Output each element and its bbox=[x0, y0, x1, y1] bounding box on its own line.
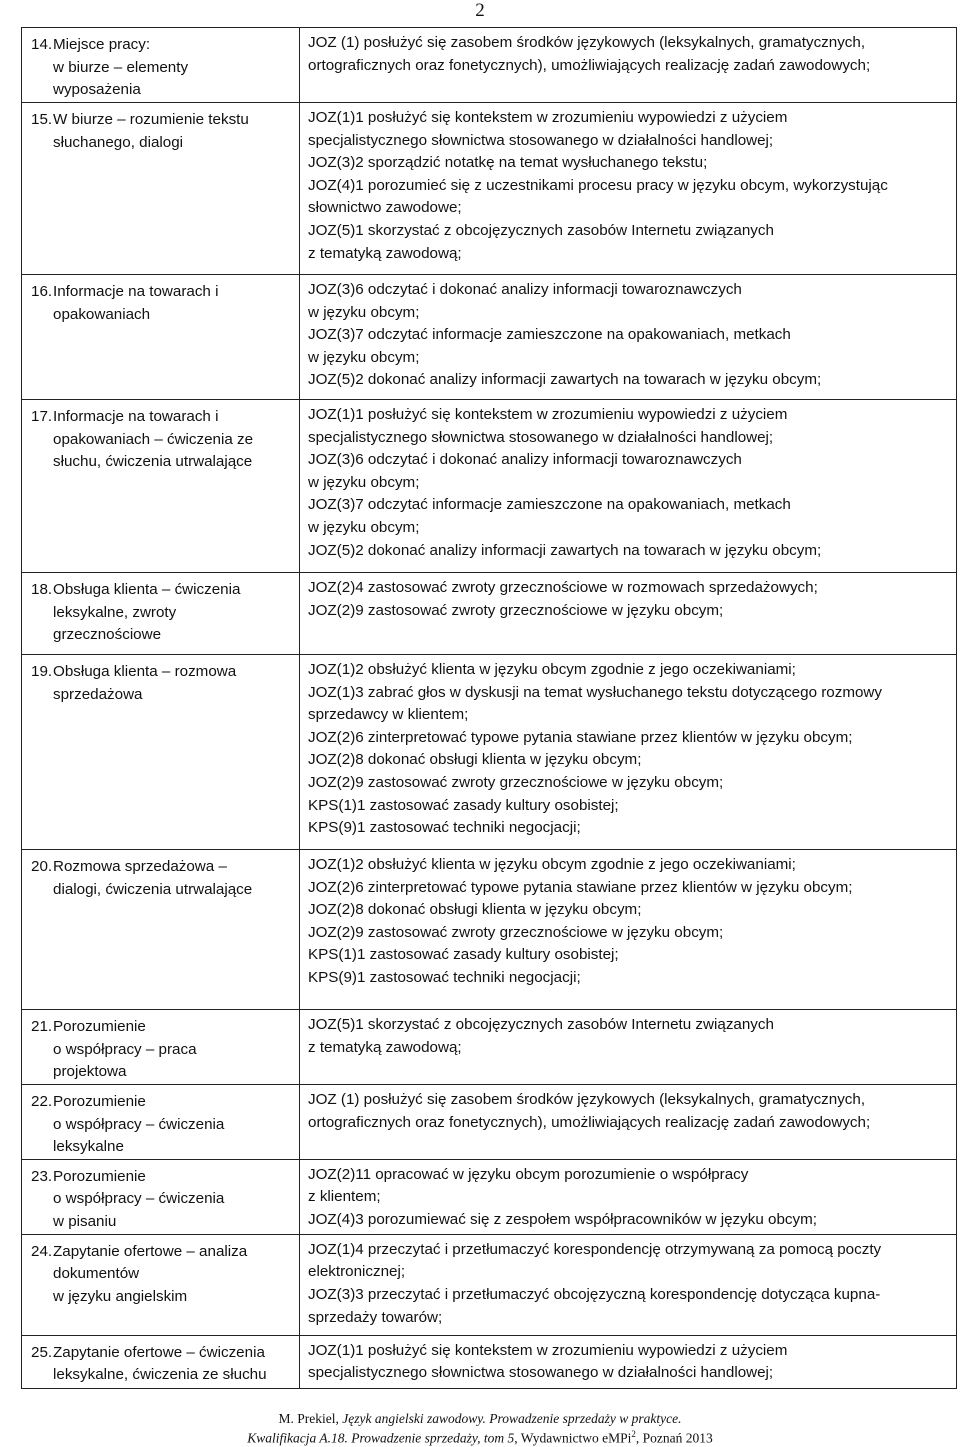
topic-title bbox=[53, 1166, 289, 1234]
learning-outcome-line: w języku obcym; bbox=[308, 348, 420, 366]
topic-title-line: Porozumienie bbox=[53, 1093, 146, 1110]
topic-cell bbox=[22, 1234, 300, 1335]
learning-outcome-line: JOZ(1)1 posłużyć się kontekstem w zrozumieniu wypowiedzi z użyciem bbox=[308, 406, 788, 423]
footer-qualification: Kwalifikacja A.18. Prowadzenie sprzedaży, tom 5 bbox=[247, 1430, 515, 1446]
topic-cell bbox=[22, 103, 300, 275]
table-row bbox=[22, 1335, 957, 1388]
topic-title-line: sprzedażowa bbox=[53, 685, 143, 703]
curriculum-table bbox=[21, 27, 957, 1389]
topic-title-line: W biurze – rozumienie tekstu bbox=[53, 111, 249, 128]
footer-citation-line-1 bbox=[0, 1411, 960, 1427]
learning-outcomes-cell bbox=[300, 1010, 957, 1085]
topic-title-line: leksykalne bbox=[53, 1138, 124, 1156]
learning-outcome-line: JOZ(3)6 odczytać i dokonać analizy informacji towaroznawczych bbox=[308, 281, 742, 298]
learning-outcome-line: z tematyką zawodową; bbox=[308, 1038, 462, 1056]
learning-outcome-line: ortograficznych oraz fonetycznych), umożliwiających realizację zadań zawodowych; bbox=[308, 1113, 871, 1131]
table-row bbox=[22, 655, 957, 850]
table-row bbox=[22, 850, 957, 1010]
topic-title-line: grzecznościowe bbox=[53, 626, 162, 644]
topic-cell bbox=[22, 850, 300, 1010]
learning-outcomes-cell bbox=[300, 655, 957, 850]
topic-title bbox=[53, 856, 289, 901]
topic-title-line: leksykalne, ćwiczenia ze słuchu bbox=[53, 1366, 267, 1384]
topic-title-line: Informacje na towarach i bbox=[53, 283, 219, 300]
topic-title-line: Miejsce pracy: bbox=[53, 36, 151, 53]
learning-outcomes-cell bbox=[300, 275, 957, 400]
learning-outcome-line: JOZ(2)9 zastosować zwroty grzecznościowe w języku obcym; bbox=[308, 601, 724, 619]
learning-outcome-line: w języku obcym; bbox=[308, 303, 420, 321]
learning-outcomes-cell bbox=[300, 28, 957, 103]
topic-title-line: leksykalne, zwroty bbox=[53, 603, 177, 621]
learning-outcome-line: JOZ(3)2 sporządzić notatkę na temat wysłuchanego tekstu; bbox=[308, 154, 708, 172]
topic-cell bbox=[22, 655, 300, 850]
topic-title bbox=[53, 109, 289, 154]
topic-title-line: Obsługa klienta – rozmowa bbox=[53, 663, 237, 680]
learning-outcome-line: JOZ(2)9 zastosować zwroty grzecznościowe w języku obcym; bbox=[308, 923, 724, 941]
topic-cell bbox=[22, 1010, 300, 1085]
learning-outcome-line: JOZ(5)1 skorzystać z obcojęzycznych zasobów Internetu związanych bbox=[308, 1016, 774, 1033]
topic-title bbox=[53, 1016, 289, 1084]
topic-number: 21. bbox=[31, 1018, 53, 1035]
table-row bbox=[22, 1159, 957, 1234]
topic-number: 19. bbox=[31, 663, 53, 680]
learning-outcome-line: JOZ(5)2 dokonać analizy informacji zawartych na towarach w języku obcym; bbox=[308, 371, 822, 389]
topic-number: 25. bbox=[31, 1343, 53, 1361]
topic-title-line: Porozumienie bbox=[53, 1018, 146, 1035]
footer-publisher-sup: 2 bbox=[631, 1429, 636, 1439]
table-row bbox=[22, 400, 957, 573]
learning-outcome-line: JOZ(2)8 dokonać obsługi klienta w języku obcym; bbox=[308, 751, 642, 769]
learning-outcome-line: JOZ(2)9 zastosować zwroty grzecznościowe w języku obcym; bbox=[308, 773, 724, 791]
topic-number: 17. bbox=[31, 408, 53, 425]
table-row bbox=[22, 1010, 957, 1085]
learning-outcome-line: JOZ(2)6 zinterpretować typowe pytania stawiane przez klientów w języku obcym; bbox=[308, 878, 853, 896]
footer-author: M. Prekiel, bbox=[278, 1411, 343, 1426]
topic-title-line: Zapytanie ofertowe – ćwiczenia bbox=[53, 1343, 265, 1361]
learning-outcomes-cell bbox=[300, 573, 957, 655]
learning-outcome-line: KPS(9)1 zastosować techniki negocjacji; bbox=[308, 968, 581, 986]
topic-number: 14. bbox=[31, 36, 53, 53]
learning-outcomes-cell bbox=[300, 1085, 957, 1160]
topic-cell bbox=[22, 1085, 300, 1160]
topic-title bbox=[53, 281, 289, 326]
topic-title-line: Obsługa klienta – ćwiczenia bbox=[53, 581, 241, 598]
learning-outcomes-cell bbox=[300, 1234, 957, 1335]
topic-cell bbox=[22, 275, 300, 400]
topic-title-line: Zapytanie ofertowe – analiza bbox=[53, 1242, 248, 1260]
learning-outcome-line: JOZ(1)2 obsłużyć klienta w języku obcym zgodnie z jego oczekiwaniami; bbox=[308, 661, 796, 678]
topic-title-line: słuchanego, dialogi bbox=[53, 133, 184, 151]
footer-book-title: Język angielski zawodowy. Prowadzenie sprzedaży w praktyce. bbox=[342, 1411, 682, 1426]
topic-title-line: dokumentów bbox=[53, 1265, 140, 1283]
learning-outcome-line: KPS(1)1 zastosować zasady kultury osobistej; bbox=[308, 796, 619, 814]
topic-title-line: opakowaniach – ćwiczenia ze bbox=[53, 430, 254, 448]
learning-outcome-line: JOZ(1)4 przeczytać i przetłumaczyć korespondencję otrzymywaną za pomocą poczty bbox=[308, 1240, 882, 1258]
learning-outcome-line: KPS(1)1 zastosować zasady kultury osobistej; bbox=[308, 946, 619, 964]
learning-outcome-line: elektronicznej; bbox=[308, 1263, 406, 1281]
table-row bbox=[22, 1234, 957, 1335]
topic-number: 20. bbox=[31, 858, 53, 875]
learning-outcome-line: ortograficznych oraz fonetycznych), umożliwiających realizację zadań zawodowych; bbox=[308, 56, 871, 74]
topic-number: 23. bbox=[31, 1167, 53, 1185]
learning-outcomes-cell bbox=[300, 400, 957, 573]
learning-outcome-line: JOZ(3)3 przeczytać i przetłumaczyć obcojęzyczną korespondencję dotycząca kupna- bbox=[308, 1285, 881, 1303]
learning-outcome-line: z tematyką zawodową; bbox=[308, 244, 462, 262]
table-row bbox=[22, 573, 957, 655]
learning-outcome-line: JOZ(3)7 odczytać informacje zamieszczone na opakowaniach, metkach bbox=[308, 496, 791, 514]
learning-outcome-line: z klientem; bbox=[308, 1188, 381, 1206]
learning-outcome-line: JOZ (1) posłużyć się zasobem środków językowych (leksykalnych, gramatycznych, bbox=[308, 1091, 866, 1108]
topic-title-line: w biurze – elementy bbox=[53, 58, 189, 76]
footer-city-year: , Poznań 2013 bbox=[635, 1430, 713, 1446]
table-row bbox=[22, 275, 957, 400]
learning-outcomes-cell bbox=[300, 1335, 957, 1388]
topic-title-line: projektowa bbox=[53, 1063, 127, 1081]
learning-outcome-line: specjalistycznego słownictwa stosowanego w działalności handlowej; bbox=[308, 428, 774, 446]
learning-outcome-line: sprzedaży towarów; bbox=[308, 1308, 443, 1326]
topic-cell bbox=[22, 400, 300, 573]
topic-title bbox=[53, 1091, 289, 1159]
topic-title-line: wyposażenia bbox=[53, 81, 141, 99]
learning-outcome-line: JOZ(1)1 posłużyć się kontekstem w zrozumieniu wypowiedzi z użyciem bbox=[308, 109, 788, 126]
learning-outcome-line: sprzedawcy w klientem; bbox=[308, 706, 469, 724]
learning-outcome-line: JOZ(4)3 porozumiewać się z zespołem współpracowników w języku obcym; bbox=[308, 1210, 817, 1228]
page-number: 2 bbox=[475, 0, 485, 21]
topic-title-line: dialogi, ćwiczenia utrwalające bbox=[53, 880, 253, 898]
learning-outcome-line: JOZ(2)11 opracować w języku obcym porozumienie o współpracy bbox=[308, 1165, 749, 1183]
topic-title bbox=[53, 1342, 289, 1387]
learning-outcome-line: JOZ(4)1 porozumieć się z uczestnikami procesu pracy w języku obcym, wykorzystując bbox=[308, 176, 888, 194]
topic-title-line: słuchu, ćwiczenia utrwalające bbox=[53, 453, 253, 471]
topic-title-line: opakowaniach bbox=[53, 305, 151, 323]
learning-outcomes-cell bbox=[300, 850, 957, 1010]
learning-outcome-line: specjalistycznego słownictwa stosowanego w działalności handlowej; bbox=[308, 1364, 774, 1382]
learning-outcome-line: JOZ(1)1 posłużyć się kontekstem w zrozumieniu wypowiedzi z użyciem bbox=[308, 1341, 788, 1359]
learning-outcome-line: w języku obcym; bbox=[308, 518, 420, 536]
learning-outcome-line: JOZ(2)8 dokonać obsługi klienta w języku obcym; bbox=[308, 901, 642, 919]
topic-title-line: w pisaniu bbox=[53, 1212, 117, 1230]
topic-title bbox=[53, 1241, 289, 1309]
topic-title-line: w języku angielskim bbox=[53, 1287, 188, 1305]
learning-outcome-line: JOZ(1)3 zabrać głos w dyskusji na temat wysłuchanego tekstu dotyczącego rozmowy bbox=[308, 683, 882, 701]
topic-title-line: Informacje na towarach i bbox=[53, 408, 219, 425]
learning-outcome-line: KPS(9)1 zastosować techniki negocjacji; bbox=[308, 819, 581, 837]
learning-outcome-line: JOZ(5)2 dokonać analizy informacji zawartych na towarach w języku obcym; bbox=[308, 541, 822, 559]
learning-outcome-line: JOZ(1)2 obsłużyć klienta w języku obcym zgodnie z jego oczekiwaniami; bbox=[308, 856, 796, 873]
topic-title bbox=[53, 661, 289, 706]
topic-title-line: Rozmowa sprzedażowa – bbox=[53, 858, 227, 875]
learning-outcome-line: JOZ (1) posłużyć się zasobem środków językowych (leksykalnych, gramatycznych, bbox=[308, 34, 866, 51]
topic-cell bbox=[22, 28, 300, 103]
footer-publisher: , Wydawnictwo eMPi bbox=[514, 1430, 632, 1446]
topic-number: 24. bbox=[31, 1242, 53, 1260]
topic-cell bbox=[22, 1335, 300, 1388]
topic-number: 18. bbox=[31, 581, 53, 598]
learning-outcome-line: słownictwo zawodowe; bbox=[308, 199, 462, 217]
learning-outcome-line: JOZ(5)1 skorzystać z obcojęzycznych zasobów Internetu związanych bbox=[308, 221, 774, 239]
table-row bbox=[22, 103, 957, 275]
topic-title-line: Porozumienie bbox=[53, 1167, 146, 1185]
table-row bbox=[22, 28, 957, 103]
topic-number: 16. bbox=[31, 283, 53, 300]
topic-title-line: o współpracy – ćwiczenia bbox=[53, 1115, 225, 1133]
learning-outcome-line: specjalistycznego słownictwa stosowanego w działalności handlowej; bbox=[308, 131, 774, 149]
footer-citation-line-2 bbox=[0, 1426, 960, 1447]
topic-title-line: o współpracy – praca bbox=[53, 1040, 197, 1058]
topic-title bbox=[53, 406, 289, 474]
topic-cell bbox=[22, 1159, 300, 1234]
learning-outcome-line: JOZ(2)6 zinterpretować typowe pytania stawiane przez klientów w języku obcym; bbox=[308, 728, 853, 746]
learning-outcomes-cell bbox=[300, 103, 957, 275]
learning-outcome-line: w języku obcym; bbox=[308, 473, 420, 491]
topic-title bbox=[53, 34, 289, 102]
learning-outcome-line: JOZ(3)7 odczytać informacje zamieszczone na opakowaniach, metkach bbox=[308, 326, 791, 344]
topic-cell bbox=[22, 573, 300, 655]
table-row bbox=[22, 1085, 957, 1160]
learning-outcomes-cell bbox=[300, 1159, 957, 1234]
topic-number: 15. bbox=[31, 111, 53, 128]
learning-outcome-line: JOZ(3)6 odczytać i dokonać analizy informacji towaroznawczych bbox=[308, 451, 742, 469]
topic-title-line: o współpracy – ćwiczenia bbox=[53, 1190, 225, 1208]
topic-number: 22. bbox=[31, 1093, 53, 1110]
learning-outcome-line: JOZ(2)4 zastosować zwroty grzecznościowe w rozmowach sprzedażowych; bbox=[308, 579, 818, 596]
topic-title bbox=[53, 579, 289, 647]
